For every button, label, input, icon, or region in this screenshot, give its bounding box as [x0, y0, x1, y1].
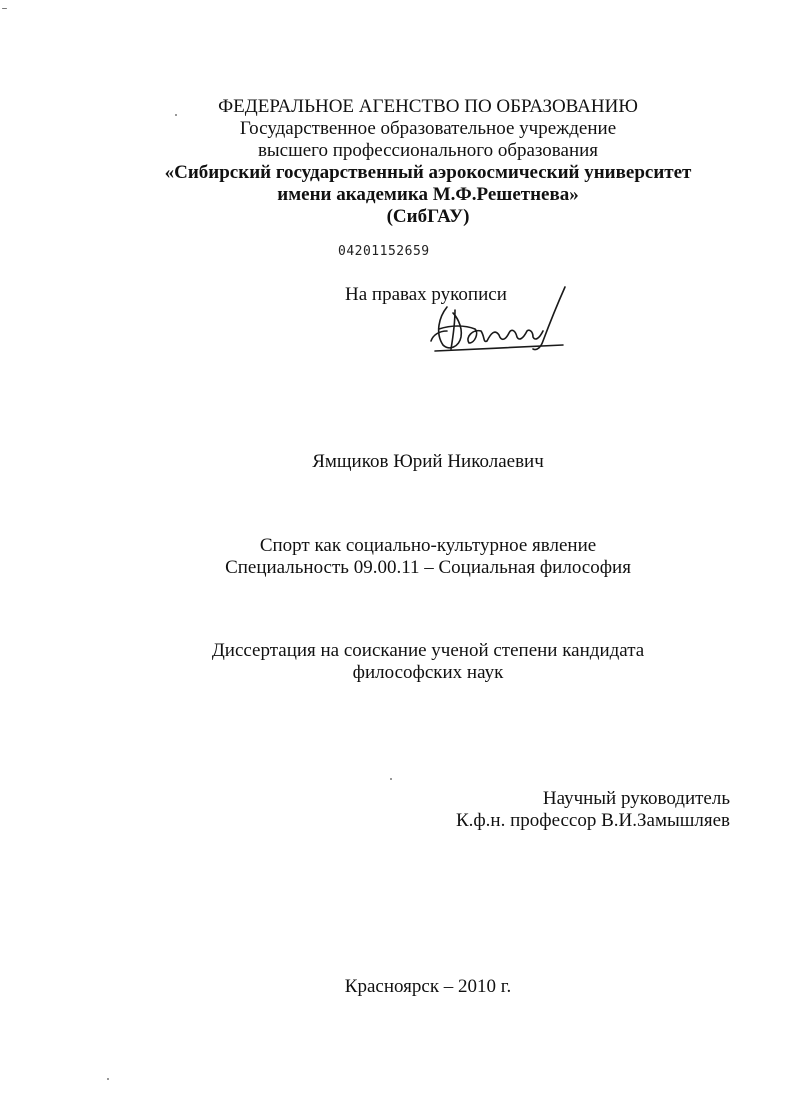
university-name-line1: «Сибирский государственный аэрокосмический университет	[164, 162, 692, 183]
scan-speck	[2, 8, 7, 9]
agency-name: ФЕДЕРАЛЬНОЕ АГЕНСТВО ПО ОБРАЗОВАНИЮ	[218, 96, 638, 117]
scan-speck	[390, 778, 392, 780]
degree-line2: философских наук	[352, 662, 504, 683]
serial-number: 04201152659	[338, 244, 430, 259]
thesis-title: Спорт как социально-культурное явление	[259, 535, 597, 556]
scan-speck	[175, 114, 177, 116]
degree-line1: Диссертация на соискание ученой степени кандидата	[211, 640, 645, 661]
supervisor-label: Научный руководитель	[542, 788, 730, 809]
university-name-line2: имени академика М.Ф.Решетнева»	[277, 184, 579, 205]
education-level: высшего профессионального образования	[257, 140, 599, 161]
place-and-year: Красноярск – 2010 г.	[344, 976, 512, 997]
handwritten-signature	[425, 285, 575, 360]
supervisor-name: К.ф.н. профессор В.И.Замышляев	[455, 810, 730, 831]
manuscript-rights-label: На правах рукописи	[345, 284, 507, 305]
author-name: Ямщиков Юрий Николаевич	[312, 451, 544, 472]
institution-type: Государственное образовательное учреждение	[239, 118, 617, 139]
thesis-specialty: Специальность 09.00.11 – Социальная философия	[225, 557, 631, 578]
university-abbreviation: (СибГАУ)	[386, 206, 470, 227]
scan-speck	[107, 1078, 109, 1080]
